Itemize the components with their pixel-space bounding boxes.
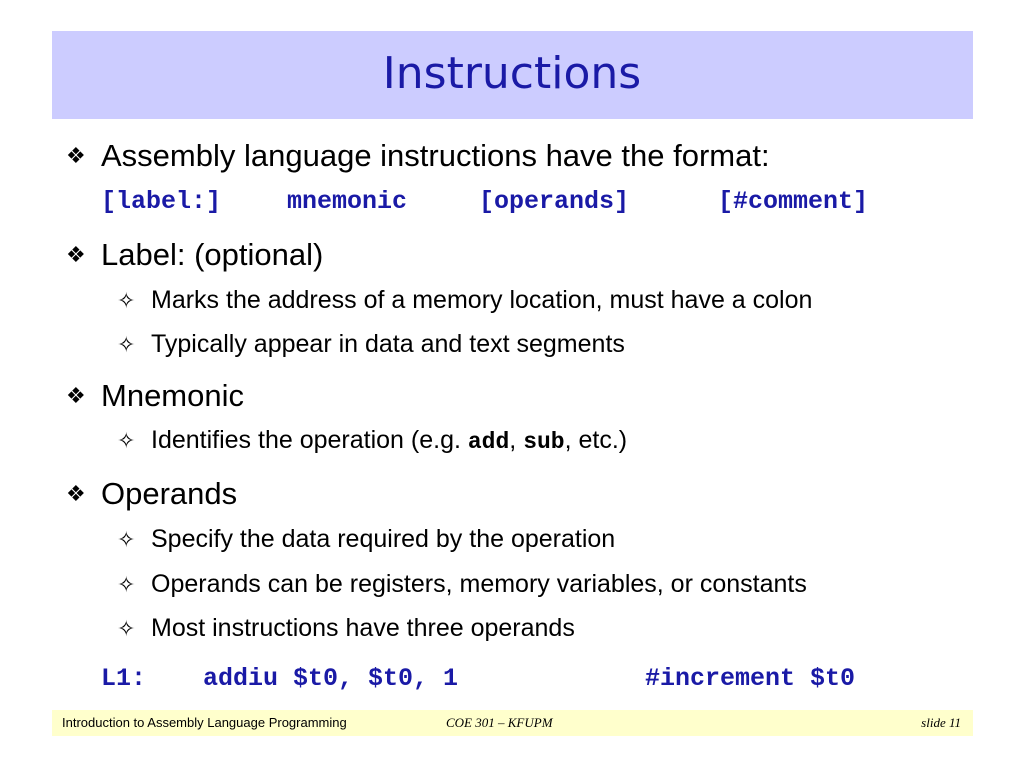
diamond-bullet-icon: ❖ [66,481,86,506]
example-instruction: addiu $t0, $t0, 1 [203,664,459,693]
mnemonic-point-prefix: Identifies the operation (e.g. [151,426,468,454]
format-comment: [#comment] [718,187,869,216]
star-bullet-icon: ✧ [117,288,136,313]
format-label: [label:] [101,187,222,216]
footer-bar [52,710,973,736]
footer-course-code: COE 301 – KFUPM [446,715,553,730]
example-label: L1: [101,664,147,693]
diamond-bullet-icon: ❖ [66,383,86,408]
mnemonic-point-sep: , [509,426,524,454]
code-sub: sub [523,429,565,455]
mnemonic-point-suffix: , etc.) [564,426,628,454]
label-point: Typically appear in data and text segments [151,330,625,358]
footer-slide-number: slide 11 [921,715,961,730]
footer-course-title: Introduction to Assembly Language Programming [62,715,347,730]
slide-title: Instructions [382,48,642,99]
label-point: Marks the address of a memory location, must have a colon [151,286,813,314]
operands-point: Specify the data required by the operation [151,525,616,553]
label-heading: Label: (optional) [101,237,324,272]
operands-point: Most instructions have three operands [151,614,575,642]
code-add: add [467,429,510,455]
star-bullet-icon: ✧ [117,616,136,641]
format-heading: Assembly language instructions have the format: [101,138,770,173]
format-mnemonic: mnemonic [287,187,408,216]
star-bullet-icon: ✧ [117,428,136,453]
operands-point: Operands can be registers, memory variables, or constants [151,570,807,598]
operands-heading: Operands [101,476,238,511]
star-bullet-icon: ✧ [117,527,136,552]
diamond-bullet-icon: ❖ [66,242,86,267]
star-bullet-icon: ✧ [117,332,136,357]
diamond-bullet-icon: ❖ [66,143,86,168]
format-operands: [operands] [479,187,630,216]
mnemonic-point [151,426,627,455]
example-comment: #increment $t0 [645,664,856,693]
mnemonic-heading: Mnemonic [101,378,244,413]
star-bullet-icon: ✧ [117,572,136,597]
